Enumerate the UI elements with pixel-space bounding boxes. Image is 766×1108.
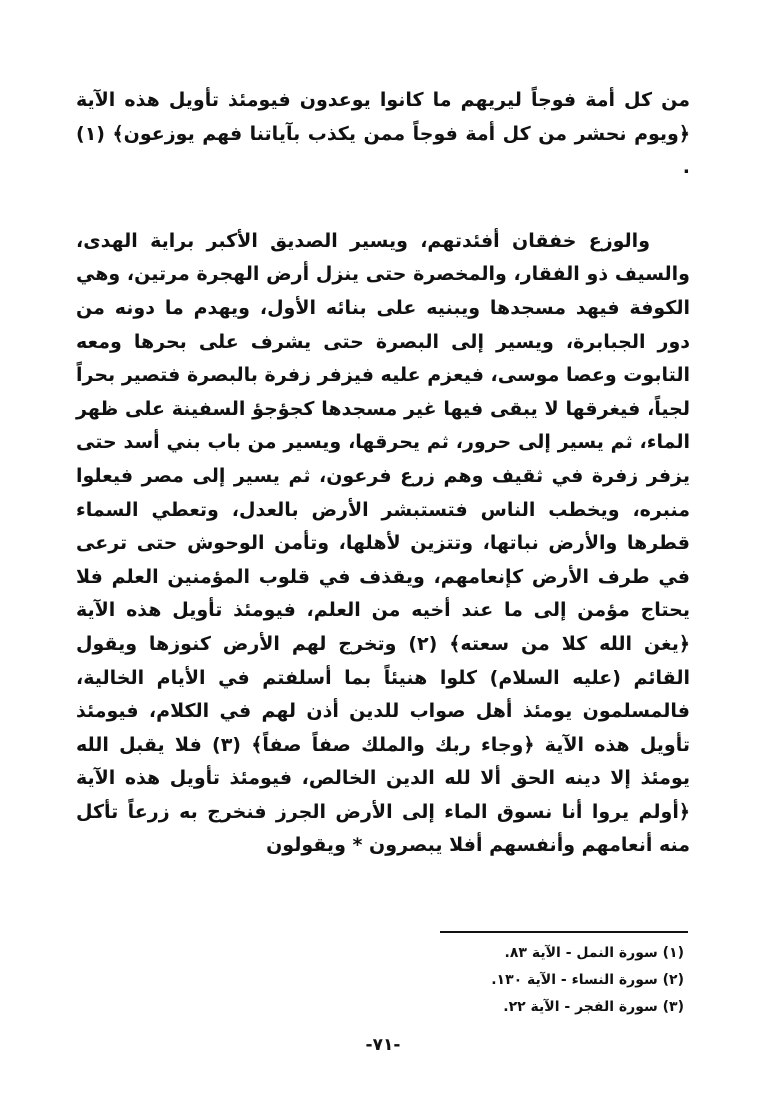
footnote-3: (٣) سورة الفجر - الآية ٢٢. [503, 999, 684, 1015]
main-text [76, 84, 690, 863]
page-number: -٧١- [365, 1035, 401, 1055]
footnote-2: (٢) سورة النساء - الآية ١٣٠. [491, 972, 684, 988]
paragraph-main: والوزع خفقان أفئدتهم، ويسير الصديق الأكبر براية الهدى، والسيف ذو الفقار، والمخصرة حتى ينزل أرض الهجرة مرتين، وهي الكوفة فيهد مسجدها ويبنيه على بنائه الأول، ويهدم ما دونه من دور الجبابرة، ويسير إلى البصرة حتى يشرف على بحرها ومعه التابوت وعصا موسى، فيعزم عليه فيزفر زفرة بالبصرة فتصير بحراً لجياً، فيغرقها لا يبقى فيها غير مسجدها كجؤجؤ السفينة على ظهر الماء، ثم يسير إلى حرور، ثم يحرقها، ويسير من باب بني أسد حتى يزفر زفرة في ثقيف وهم زرع فرعون، ثم يسير إلى مصر فيعلوا منبره، ويخطب الناس فتستبشر الأرض بالعدل، وتعطي السماء قطرها والأرض نباتها، وتتزين لأهلها، وتأمن الوحوش حتى ترعى في طرف الأرض كإنعامهم، ويقذف في قلوب المؤمنين العلم فلا يحتاج مؤمن إلى ما عند أخيه من العلم، فيومئذ تأويل هذه الآية ﴿يغن الله كلا من سعته﴾ (٢) وتخرج لهم الأرض كنوزها ويقول القائم (عليه السلام) كلوا هنيئاً بما أسلفتم في الأيام الخالية، فالمسلمون يومئذ أهل صواب للدين أذن لهم في الكلام، فيومئذ تأويل هذه الآية ﴿وجاء ربك والملك صفاً صفاً﴾ (٣) فلا يقبل الله يومئذ إلا دينه الحق ألا لله الدين الخالص، فيومئذ تأويل هذه الآية ﴿أولم يروا أنا نسوق الماء إلى الأرض الجرز فنخرج به زرعاً تأكل منه أنعامهم وأنفسهم أفلا يبصرون * ويقولون [76, 229, 691, 857]
paragraph-continuation: من كل أمة فوجاً ليريهم ما كانوا يوعدون فيومئذ تأويل هذه الآية ﴿ويوم نحشر من كل أمة فوجاً ممن يكذب بآياتنا فهم يوزعون﴾ (١) . [76, 89, 690, 179]
footnotes [380, 940, 684, 1021]
footnote-1: (١) سورة النمل - الآية ٨٣. [504, 945, 684, 961]
paragraph-gap [76, 185, 690, 225]
footnote-separator [440, 931, 688, 933]
